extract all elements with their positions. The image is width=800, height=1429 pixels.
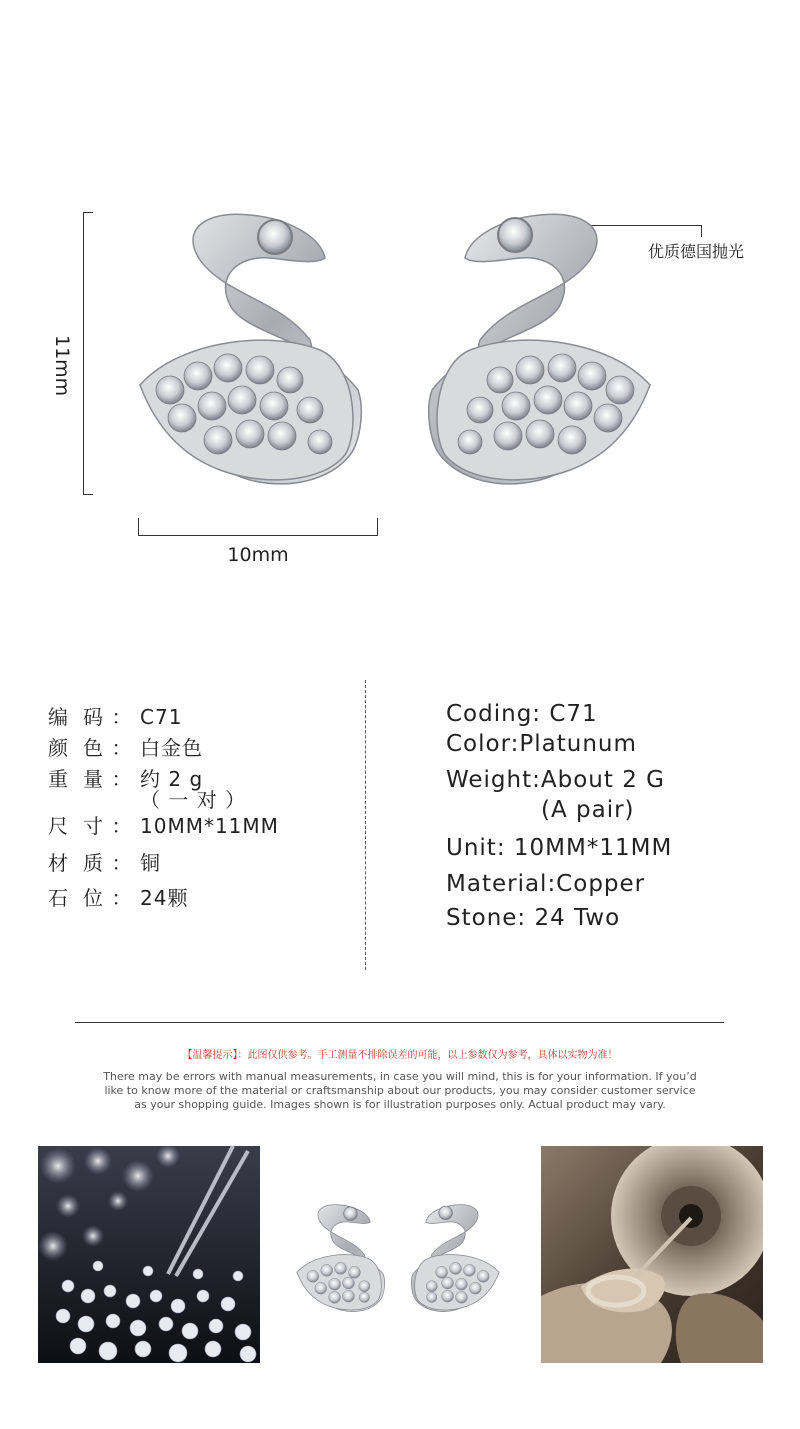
- height-dimension-tick-top: [83, 212, 93, 213]
- notice-english: [100, 1070, 700, 1112]
- width-dimension-line: [138, 535, 378, 536]
- spec-colon: ：: [111, 886, 133, 910]
- spec-value-size: 10MM*11MM: [140, 814, 279, 838]
- spec-en-material: Material:Copper: [446, 871, 646, 897]
- height-label: 11mm: [51, 335, 73, 397]
- spec-colon: ：: [111, 705, 133, 729]
- polish-label: 优质德国抛光: [648, 242, 745, 261]
- swan-earrings-image: [120, 180, 680, 500]
- spec-label-weight: 重: [48, 767, 69, 791]
- spec-value-weight-note: （ 一 对 ）: [140, 788, 247, 812]
- spec-colon: ：: [111, 767, 133, 791]
- height-dimension-tick-bottom: [83, 494, 93, 495]
- polish-callout-tick: [701, 225, 702, 237]
- notice-chinese: 【温馨提示】：此图仅供参考。手工测量不排除误差的可能，以上参数仅为参考，具体以实物为准！: [182, 1050, 618, 1061]
- notice-line-2: like to know more of the material or craftsmanship about our products, you may consider customer service: [104, 1084, 696, 1097]
- specs-chinese: [48, 702, 279, 914]
- earrings-small-photo: [289, 1146, 511, 1363]
- spec-value-weight: 约 2 g: [140, 767, 204, 791]
- spec-value-material: 铜: [140, 851, 161, 875]
- spec-row-color: [48, 733, 279, 764]
- spec-row-stone: [48, 883, 279, 914]
- width-label: 10mm: [227, 544, 289, 566]
- right-swan-earring: [429, 214, 650, 484]
- section-divider: [75, 1022, 724, 1023]
- width-dimension-tick-right: [377, 518, 378, 536]
- spec-en-coding: Coding: C71: [446, 701, 598, 727]
- spec-colon: ：: [111, 814, 133, 838]
- spec-label-material: 材: [48, 851, 69, 875]
- spec-label-stone: 石: [48, 886, 69, 910]
- spec-label-code-char2: 码: [83, 705, 104, 729]
- spec-value-color: 白金色: [140, 736, 203, 760]
- spec-label-stone-char2: 位: [83, 886, 104, 910]
- spec-en-stone: Stone: 24 Two: [446, 905, 621, 931]
- spec-en-weight-note: (A pair): [541, 797, 635, 823]
- craftsmanship-illustration: [541, 1146, 763, 1363]
- gemstones-illustration: [38, 1146, 260, 1363]
- spec-en-weight: Weight:About 2 G: [446, 767, 665, 793]
- spec-label-color: 颜: [48, 736, 69, 760]
- spec-row-material: [48, 848, 279, 879]
- gemstones-photo: [38, 1146, 260, 1363]
- spec-en-color: Color:Platunum: [446, 731, 637, 757]
- notice-line-3: as your shopping guide. Images shown is for illustration purposes only. Actual product may vary.: [134, 1098, 666, 1111]
- notice-line-1: There may be errors with manual measurements, in case you will mind, this is for your information. If you’d: [103, 1070, 697, 1083]
- specs-english: [446, 701, 672, 935]
- spec-value-code: C71: [140, 705, 183, 729]
- spec-row-size: [48, 811, 279, 842]
- left-swan-earring: [140, 214, 361, 484]
- spec-label-material-char2: 质: [83, 851, 104, 875]
- spec-label-size-char2: 寸: [83, 814, 104, 838]
- craftsmanship-photo: [541, 1146, 763, 1363]
- width-dimension-tick-left: [138, 518, 139, 536]
- spec-en-unit: Unit: 10MM*11MM: [446, 835, 673, 861]
- swan-earrings-small-image: [289, 1146, 511, 1363]
- spec-label-weight-char2: 量: [83, 767, 104, 791]
- spec-label-color-char2: 色: [83, 736, 104, 760]
- spec-divider: [365, 680, 366, 970]
- spec-label-size: 尺: [48, 814, 69, 838]
- spec-row-weight-note: [48, 789, 279, 811]
- spec-row-code: [48, 702, 279, 733]
- spec-colon: ：: [111, 851, 133, 875]
- spec-value-stone: 24颗: [140, 886, 189, 910]
- spec-colon: ：: [111, 736, 133, 760]
- spec-label-code: 编: [48, 705, 69, 729]
